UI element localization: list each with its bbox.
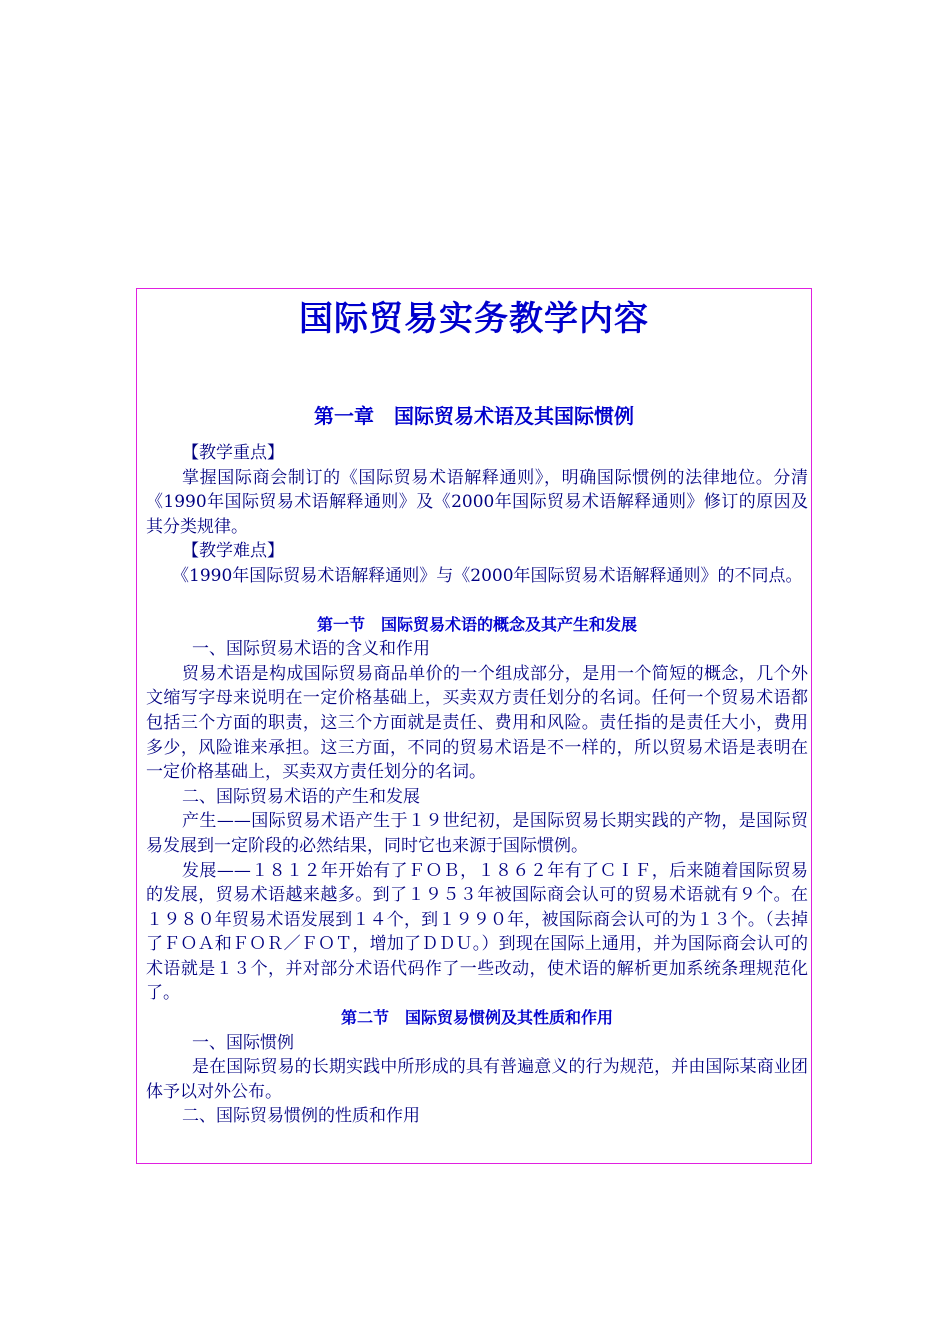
spacer	[146, 589, 808, 613]
section-1-subheading-2: 二、国际贸易术语的产生和发展	[182, 786, 420, 807]
chapter-heading: 第一章 国际贸易术语及其国际惯例	[314, 404, 634, 428]
difficulty-label: 【教学难点】	[182, 541, 284, 562]
section-1-paragraph-1: 贸易术语是构成国际贸易商品单价的一个组成部分，是用一个简短的概念，几个外文缩写字母来说明在一定价格基础上，买卖双方责任划分的名词。任何一个贸易术语都包括三个方面的职责，这三个方面就是责任、费用和风险。责任指的是责任大小，费用多少，风险谁来承担。这三方面，不同的贸易术语是不一样的，所以贸易术语是表明在一定价格基础上，买卖双方责任划分的名词。	[146, 663, 808, 783]
difficulty-text: 《1990年国际贸易术语解释通则》与《2000年国际贸易术语解释通则》的不同点。	[172, 565, 803, 586]
document-body	[146, 441, 808, 1129]
section-1-heading: 第一节 国际贸易术语的概念及其产生和发展	[316, 614, 637, 634]
section-1-subheading-1: 一、国际贸易术语的含义和作用	[192, 639, 430, 660]
section-2-subheading-1: 一、国际惯例	[192, 1032, 294, 1053]
key-points-text: 掌握国际商会制订的《国际贸易术语解释通则》，明确国际惯例的法律地位。分清《1990年国际贸易术语解释通则》及《2000年国际贸易术语解释通则》修订的原因及其分类规律。	[146, 467, 808, 537]
document-frame	[136, 288, 812, 1164]
key-points-label: 【教学重点】	[182, 443, 284, 463]
section-2-paragraph-1: 是在国际贸易的长期实践中所形成的具有普遍意义的行为规范，并由国际某商业团体予以对外公布。	[146, 1057, 808, 1102]
section-1-paragraph-3: 发展——１８１２年开始有了ＦＯＢ，１８６２年有了ＣＩＦ，后来随着国际贸易的发展，贸易术语越来越多。到了１９５３年被国际商会认可的贸易术语就有９个。在１９８０年贸易术语发展到１４个，到１９９０年，被国际商会认可的为１３个。（去掉了ＦＯＡ和ＦＯＲ／ＦＯＴ，增加了ＤＤＵ。）到现在国际上通用，并为国际商会认可的术语就是１３个，并对部分术语代码作了一些改动，使术语的解析更加系统条理规范化了。	[146, 860, 808, 1004]
section-2-subheading-2: 二、国际贸易惯例的性质和作用	[182, 1106, 420, 1127]
document-title: 国际贸易实务教学内容	[299, 299, 649, 339]
section-2-heading: 第二节 国际贸易惯例及其性质和作用	[340, 1008, 613, 1028]
section-1-paragraph-2: 产生——国际贸易术语产生于１９世纪初，是国际贸易长期实践的产物，是国际贸易发展到一定阶段的必然结果，同时它也来源于国际惯例。	[146, 811, 808, 856]
